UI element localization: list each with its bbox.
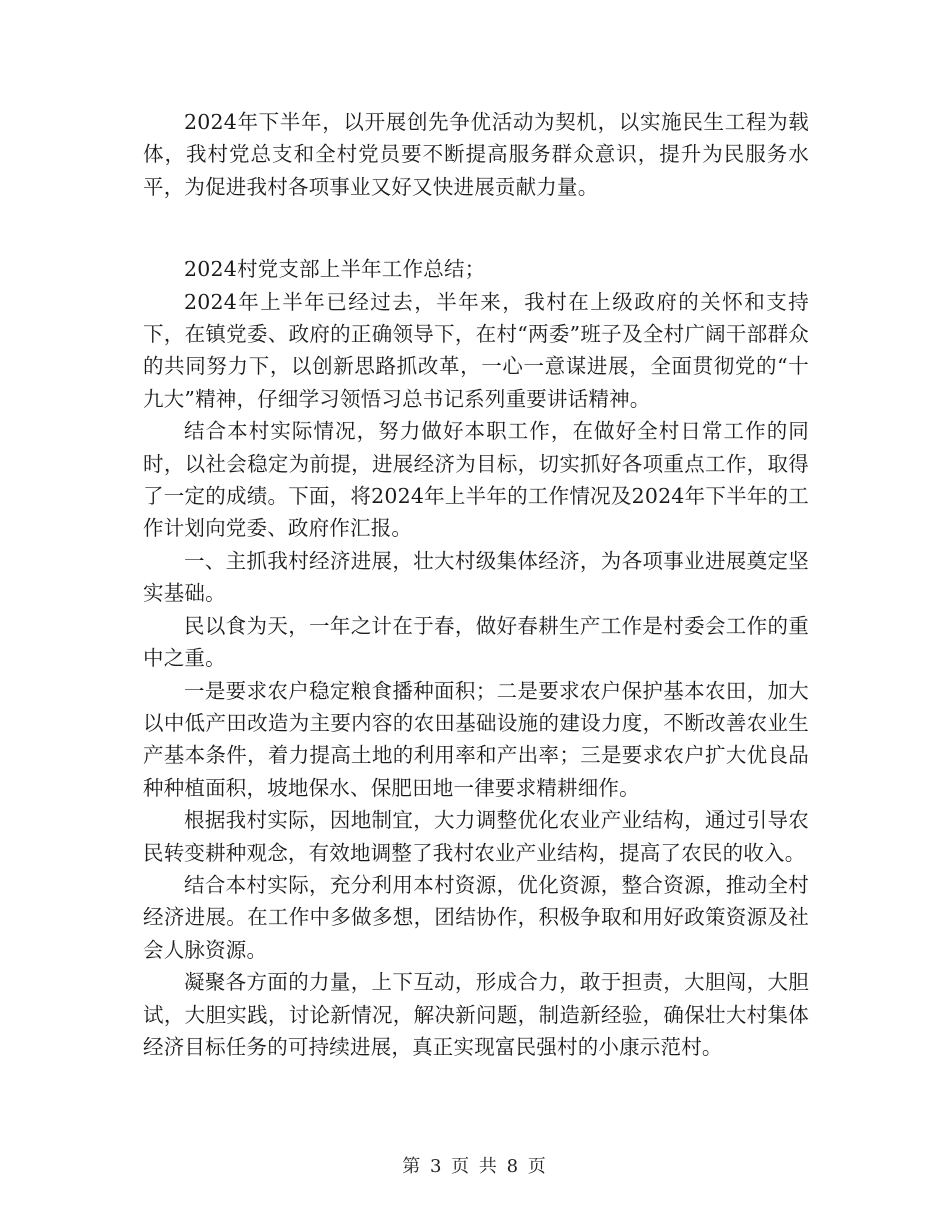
paragraph-9: 凝聚各方面的力量，上下互动，形成合力，敢于担责，大胆闯，大胆试，大胆实践，讨论新情况，解决新问题，制造新经验，确保壮大村集体经济目标任务的可持续进展，真正实现富民强村的小康示范村。 bbox=[143, 970, 809, 1059]
paragraph-3: 结合本村实际情况，努力做好本职工作，在做好全村日常工作的同时，以社会稳定为前提，进展经济为目标，切实抓好各项重点工作，取得了一定的成绩。下面，将2024年上半年的工作情况及2024年下半年的工作计划向党委、政府作汇报。 bbox=[143, 419, 809, 541]
paragraph-1: 2024年下半年，以开展创先争优活动为契机，以实施民生工程为载体，我村党总支和全村党员要不断提高服务群众意识，提升为民服务水平，为促进我村各项事业又好又快进展贡献力量。 bbox=[143, 110, 809, 199]
paragraph-6: 一是要求农户稳定粮食播种面积；二是要求农户保护基本农田，加大以中低产田改造为主要内容的农田基础设施的建设力度，不断改善农业生产基本条件，着力提高土地的利用率和产出率；三是要求农户扩大优良品种种植面积，坡地保水、保肥田地一律要求精耕细作。 bbox=[143, 678, 809, 800]
paragraph-8: 结合本村实际，充分利用本村资源，优化资源，整合资源，推动全村经济进展。在工作中多做多想，团结协作，积极争取和用好政策资源及社会人脉资源。 bbox=[143, 872, 809, 962]
paragraph-7: 根据我村实际，因地制宜，大力调整优化农业产业结构，通过引导农民转变耕种观念，有效地调整了我村农业产业结构，提高了农民的收入。 bbox=[143, 808, 809, 865]
paragraph-4: 一、主抓我村经济进展，壮大村级集体经济，为各项事业进展奠定坚实基础。 bbox=[143, 548, 809, 606]
paragraph-2: 2024年上半年已经过去，半年来，我村在上级政府的关怀和支持下，在镇党委、政府的正确领导下，在村“两委”班子及全村广阔干部群众的共同努力下，以创新思路抓改革，一心一意谋进展，全面贯彻党的“十九大”精神，仔细学习领悟习总书记系列重要讲话精神。 bbox=[143, 289, 809, 411]
section-heading: 2024村党支部上半年工作总结； bbox=[184, 257, 486, 282]
paragraph-5: 民以食为天，一年之计在于春，做好春耕生产工作是村委会工作的重中之重。 bbox=[143, 613, 809, 671]
document-body bbox=[143, 106, 809, 1063]
page-number-footer: 第 3 页 共 8 页 bbox=[402, 1156, 548, 1177]
